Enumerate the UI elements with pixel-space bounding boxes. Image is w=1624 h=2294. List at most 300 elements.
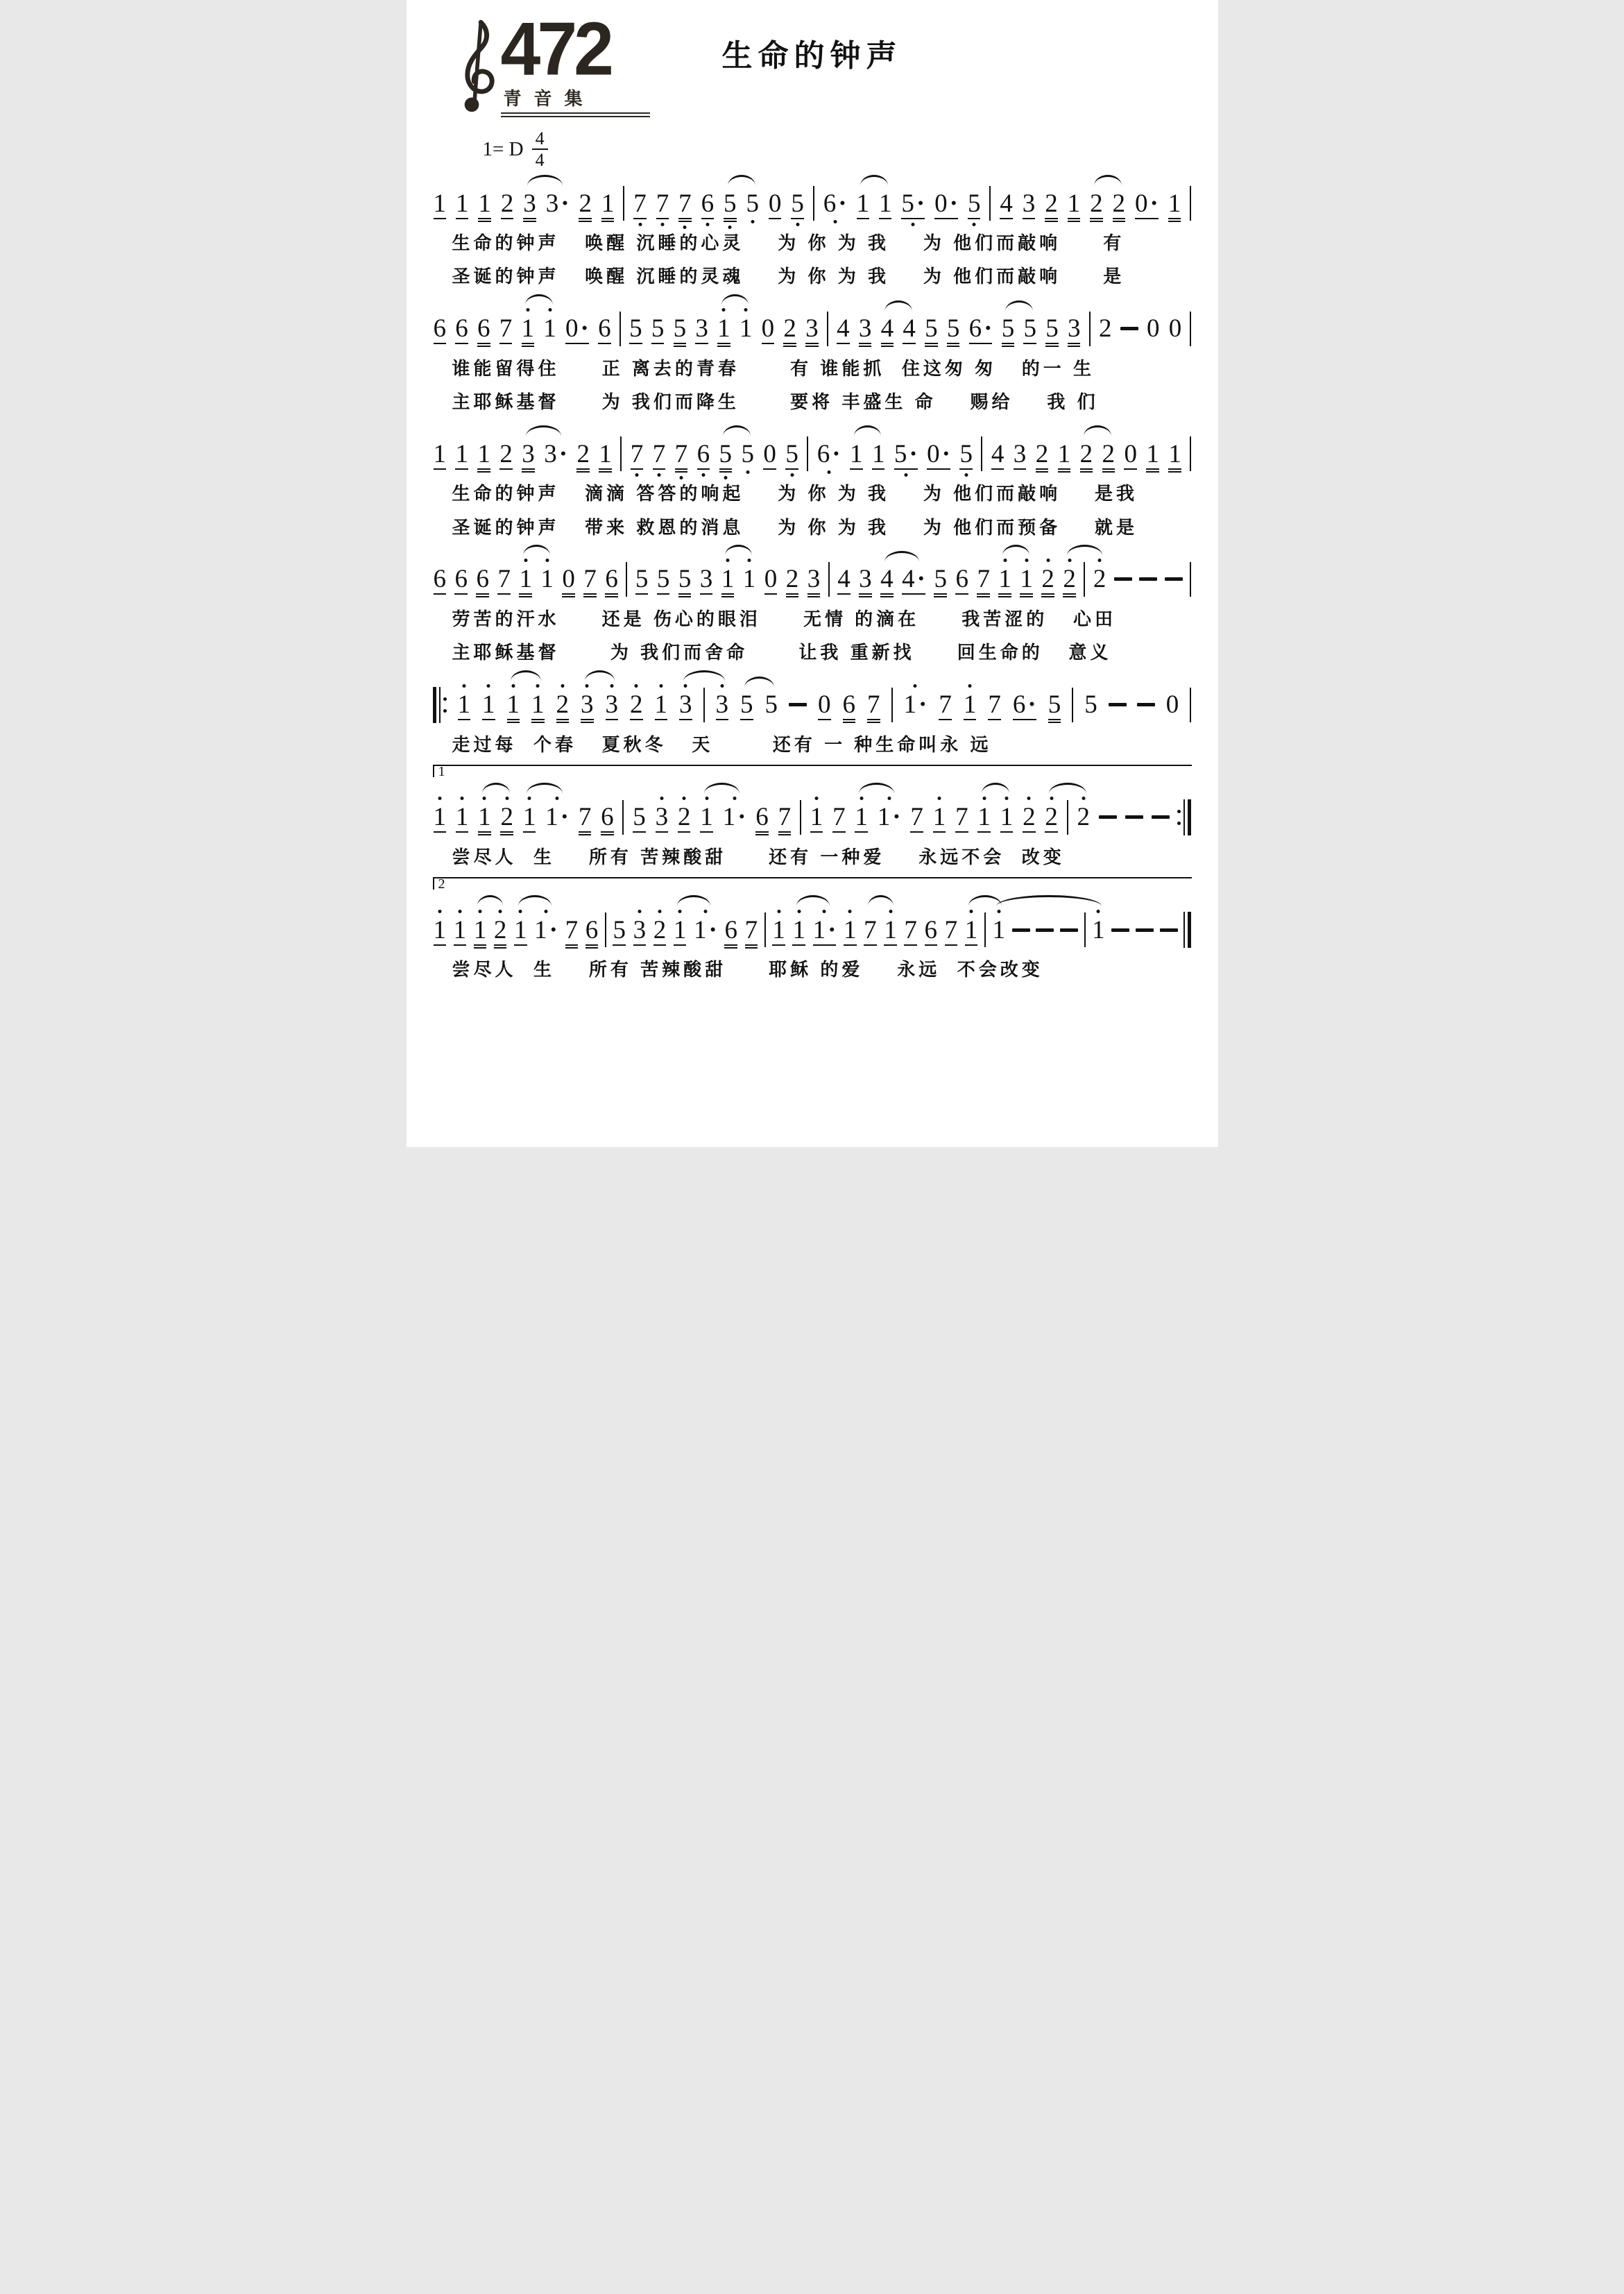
note-digit: 5 [1084, 690, 1097, 719]
note [473, 917, 488, 943]
note [1134, 191, 1159, 216]
header [433, 0, 1192, 171]
note [762, 441, 777, 467]
lyric-line-2: 主耶稣基督 为 我们而降生 要将 丰盛生 命 赐给 我 们 [452, 391, 1099, 412]
note-digit: 3 [633, 915, 647, 944]
note [678, 692, 693, 717]
note [934, 191, 959, 216]
beam-underlines [763, 467, 776, 470]
note-digit: 7 [944, 915, 958, 944]
beam-underlines [859, 592, 872, 597]
barline [807, 436, 808, 471]
beam-underlines [977, 592, 990, 597]
beam-underlines [656, 216, 669, 219]
octave-dot-high [1097, 910, 1100, 913]
octave-dot-high [438, 910, 441, 913]
note-digit: 1 [455, 803, 469, 832]
beam-underlines [902, 592, 925, 595]
note-digit: 3 [858, 314, 872, 343]
note-digit: 7 [497, 565, 511, 594]
key-tonic: 1= D [482, 137, 524, 160]
barline [1190, 436, 1191, 471]
note-digit: 7 [778, 803, 792, 832]
note-digit: 3 [859, 565, 872, 594]
barline [623, 186, 624, 221]
note-digit: 5 [613, 915, 626, 944]
note [694, 316, 709, 341]
beam-underlines [499, 467, 513, 470]
beam-underlines [786, 592, 799, 597]
note [903, 692, 928, 717]
note-digit: 1 [455, 189, 469, 218]
note [655, 804, 669, 830]
note-digit: 1 [478, 189, 491, 218]
beam-underlines [635, 592, 649, 595]
note [1000, 804, 1014, 830]
beam-underlines [745, 943, 758, 949]
beam-underlines [1045, 341, 1059, 347]
beam-underlines [653, 467, 666, 470]
dash-extension [1114, 577, 1132, 581]
note [755, 804, 769, 830]
note [545, 191, 570, 216]
beam-underlines [1023, 216, 1036, 219]
note [909, 804, 924, 830]
note-digit: 3· [545, 189, 570, 218]
beam-underlines [1023, 830, 1036, 833]
beam-underlines [991, 467, 1005, 470]
beam-underlines [606, 717, 619, 720]
beam-underlines [933, 830, 946, 833]
note-digit: 2 [1041, 565, 1054, 594]
beam-underlines [955, 830, 968, 833]
note [817, 441, 841, 467]
beam-underlines [927, 467, 950, 470]
note-digit: 5 [635, 565, 649, 594]
volta-bracket-2 [433, 877, 1192, 890]
note-digit: 7 [565, 915, 579, 944]
song-title: 生命的钟声 [721, 39, 903, 73]
beam-underlines [434, 830, 447, 833]
final-barline [1183, 912, 1191, 948]
octave-dot-high [660, 797, 663, 800]
beam-underlines [934, 592, 947, 597]
note-digit: 1 [850, 439, 863, 468]
note [987, 692, 1002, 717]
beam-underlines [755, 830, 769, 835]
note [1168, 191, 1182, 216]
note-digit: 3 [699, 565, 713, 594]
note [836, 316, 851, 341]
note [521, 316, 536, 341]
note [500, 191, 515, 216]
beam-underlines [494, 943, 507, 949]
note [632, 804, 647, 830]
note-digit: 0 [1146, 314, 1160, 343]
octave-dot-high [561, 684, 564, 688]
music-system-6 [433, 765, 1192, 869]
music-system-4 [433, 561, 1192, 665]
note-digit: 3 [605, 690, 618, 719]
note [651, 316, 665, 341]
beam-underlines [1168, 216, 1181, 222]
note [977, 804, 991, 830]
note-digit: 1 [514, 915, 527, 944]
note-digit: 1 [742, 565, 756, 594]
note [807, 566, 821, 592]
octave-dot-high [1027, 797, 1031, 800]
beam-underlines [901, 216, 925, 219]
note [522, 804, 537, 830]
beam-underlines [455, 341, 468, 344]
beam-underlines [880, 592, 894, 597]
slur-arc [868, 895, 894, 906]
octave-dot-low [706, 223, 709, 226]
note-digit: 1 [433, 803, 446, 832]
dash-extension [1152, 815, 1170, 819]
notes-row [433, 912, 1192, 948]
slur-arc [525, 294, 553, 305]
slur-arc [996, 895, 1102, 906]
note-digit: 7 [977, 565, 990, 594]
note-digit: 2 [677, 803, 691, 832]
slur-arc [1067, 545, 1102, 556]
note [542, 316, 557, 341]
note [1079, 441, 1094, 467]
note-digit: 3 [522, 439, 535, 468]
barline [1072, 688, 1073, 722]
collection-name: 青音集 [503, 87, 595, 109]
note [673, 316, 687, 341]
note [1035, 441, 1050, 467]
note [674, 441, 689, 467]
note [1057, 441, 1072, 467]
slur-arc [1084, 425, 1111, 436]
beam-underlines [1090, 216, 1103, 222]
note-digit: 5 [967, 189, 981, 218]
octave-dot-high [938, 797, 941, 800]
octave-dot-high [997, 910, 1000, 913]
beam-underlines [565, 341, 589, 344]
note-digit: 0 [763, 439, 776, 468]
note [854, 804, 869, 830]
slur-arc [527, 783, 563, 794]
slur-arc [585, 670, 615, 681]
note [722, 804, 747, 830]
barline [764, 912, 766, 947]
barline [1084, 562, 1085, 597]
beam-underlines [772, 943, 785, 946]
dash-extension [1136, 928, 1154, 932]
note [656, 566, 671, 592]
note [477, 316, 491, 341]
octave-dot-low [790, 473, 794, 477]
note-digit: 1 [433, 189, 446, 218]
beam-underlines [925, 341, 938, 347]
note [871, 441, 886, 467]
note-digit: 1 [998, 565, 1011, 594]
beam-underlines [965, 943, 978, 946]
note [1077, 804, 1091, 830]
barline [827, 312, 828, 346]
note-digit: 1 [522, 803, 536, 832]
dash-extension [789, 703, 807, 706]
beam-underlines [1045, 216, 1058, 222]
octave-dot-low [728, 226, 732, 229]
note-digit: 4 [1000, 189, 1013, 218]
beam-underlines [678, 216, 692, 222]
note-digit: 1 [473, 915, 487, 944]
note [433, 316, 447, 341]
octave-dot-high [683, 797, 686, 800]
note-digit: 2 [1045, 803, 1058, 832]
octave-dot-high [659, 684, 663, 688]
note-digit: 2 [556, 690, 569, 719]
note-digit: 6 [601, 803, 614, 832]
note [740, 441, 755, 467]
beam-underlines [701, 216, 715, 219]
dash-extension [1099, 815, 1117, 819]
note-digit: 5 [740, 690, 753, 719]
beam-underlines [884, 943, 897, 946]
note [653, 917, 667, 943]
octave-dot-high [815, 797, 819, 800]
note [742, 566, 757, 592]
note-digit: 3 [1013, 439, 1027, 468]
octave-dot-high [744, 308, 748, 312]
octave-dot-high [545, 559, 549, 562]
note [1012, 692, 1037, 717]
beam-underlines [631, 467, 644, 470]
note-digit: 5 [1045, 314, 1059, 343]
note [901, 566, 926, 592]
note [597, 316, 612, 341]
beam-underlines [721, 592, 735, 597]
beam-underlines [556, 717, 570, 723]
note-digit: 6 [585, 915, 599, 944]
dash-extension [1036, 928, 1054, 932]
note [545, 804, 570, 830]
octave-dot-high [848, 910, 852, 913]
octave-dot-low [904, 473, 907, 477]
beam-underlines [947, 341, 960, 347]
note [1001, 316, 1016, 341]
note [677, 804, 692, 830]
augmentation-dot: · [909, 439, 918, 468]
barline [1190, 688, 1191, 722]
note [946, 316, 961, 341]
beam-underlines [497, 592, 511, 595]
note [454, 566, 468, 592]
note-digit: 1 [531, 690, 545, 719]
note-digit: 5· [901, 189, 925, 218]
note [721, 566, 735, 592]
note-digit: 0 [562, 565, 575, 594]
note [522, 191, 537, 216]
note [715, 692, 730, 717]
note [902, 316, 916, 341]
note-digit: 6 [696, 439, 710, 468]
beam-underlines [653, 943, 667, 946]
slur-arc [704, 783, 740, 794]
note-digit: 2 [1090, 189, 1103, 218]
beam-underlines [1041, 592, 1054, 597]
note-digit: 1 [1067, 189, 1081, 218]
beam-underlines [1002, 341, 1015, 347]
note-digit: 6· [823, 189, 847, 218]
note-digit: 1 [654, 690, 667, 719]
barline [605, 912, 606, 947]
note-digit: 1 [1146, 439, 1159, 468]
note [810, 804, 824, 830]
note [499, 804, 514, 830]
note-digit: 1 [599, 439, 612, 468]
note-digit: 1· [545, 803, 569, 832]
octave-dot-high [703, 910, 707, 913]
note-digit: 3 [655, 803, 669, 832]
note-digit: 0 [818, 690, 831, 719]
note [565, 316, 590, 341]
beam-underlines [434, 216, 447, 219]
beam-underlines [955, 592, 968, 595]
note-digit: 1 [932, 803, 946, 832]
note-digit: 1 [1168, 439, 1181, 468]
note-digit: 1 [772, 915, 785, 944]
beam-underlines [1135, 216, 1159, 219]
beam-underlines [679, 717, 692, 720]
note [924, 316, 939, 341]
note [556, 692, 570, 717]
note [1165, 692, 1180, 717]
octave-dot-low [683, 226, 687, 229]
note [832, 804, 846, 830]
beam-underlines [576, 467, 590, 473]
slur-arc [854, 425, 881, 436]
lyric-line-1: 劳苦的汗水 还是 伤心的眼泪 无情 的滴在 我苦涩的 心田 [452, 608, 1116, 629]
note-digit: 1 [601, 189, 615, 218]
slur-arc [527, 175, 563, 186]
augmentation-dot: · [916, 189, 925, 218]
note [1045, 316, 1059, 341]
beam-underlines [778, 830, 792, 835]
note-digit: 6 [924, 915, 938, 944]
beam-underlines [478, 830, 491, 835]
note-digit: 0 [1165, 690, 1179, 719]
note [880, 566, 894, 592]
note-digit: 2 [1045, 189, 1058, 218]
slur-arc [482, 783, 510, 794]
beam-underlines [700, 592, 713, 595]
note-digit: 2 [499, 439, 513, 468]
note [843, 917, 857, 943]
note-digit: 4· [902, 565, 925, 594]
beam-underlines [1068, 341, 1081, 347]
note-digit: 0· [934, 189, 958, 218]
note-digit: 1 [844, 915, 857, 944]
note-digit: 0 [761, 314, 775, 343]
note-digit: 1 [792, 915, 805, 944]
octave-dot-high [705, 797, 708, 800]
octave-dot-high [487, 684, 490, 688]
octave-dot-high [1082, 797, 1085, 800]
augmentation-dot: · [558, 439, 568, 468]
beam-underlines [586, 943, 599, 949]
note [540, 566, 554, 592]
note-digit: 5 [629, 314, 642, 343]
beam-underlines [939, 717, 952, 720]
note-digit: 1 [521, 314, 534, 343]
note [863, 917, 878, 943]
note-digit: 6 [433, 565, 446, 594]
beam-underlines [613, 943, 626, 946]
octave-dot-low [964, 473, 968, 477]
dash-extension [1125, 815, 1143, 819]
note-digit: 1· [877, 803, 901, 832]
beam-underlines [859, 341, 872, 347]
augmentation-dot: · [1149, 189, 1159, 218]
dash-extension [1165, 577, 1183, 581]
beam-underlines [522, 467, 535, 473]
beam-underlines [601, 830, 614, 835]
note-digit: 6 [477, 314, 490, 343]
collection-underline [501, 116, 650, 117]
note [991, 441, 1005, 467]
lyric-line-1: 生命的钟声 唤醒 沉睡的心灵 为 你 为 我 为 他们而敲响 有 [452, 232, 1125, 253]
slur-arc [859, 783, 894, 794]
beam-underlines [740, 717, 753, 720]
note-digit: 2 [785, 565, 799, 594]
note [1067, 191, 1082, 216]
note-digit: 7 [656, 189, 669, 218]
lyric-line-1: 尝尽人 生 所有 苦辣酸甜 耶稣 的爱 永远 不会改变 [452, 959, 1043, 980]
music-system-7 [433, 877, 1192, 981]
note [932, 804, 947, 830]
note-digit: 5 [946, 314, 960, 343]
beam-underlines [791, 216, 804, 219]
note-digit: 5 [746, 189, 759, 218]
note-digit: 1 [1092, 915, 1105, 944]
note-digit: 2 [1063, 565, 1076, 594]
note [604, 566, 619, 592]
note-digit: 5· [894, 439, 918, 468]
notes-row [433, 436, 1192, 472]
octave-dot-high [519, 910, 522, 913]
note-digit: 6· [1012, 690, 1036, 719]
note [521, 441, 536, 467]
note-digit: 7 [633, 189, 647, 218]
note [724, 917, 738, 943]
note-digit: 5 [633, 803, 646, 832]
note-digit: 3 [679, 690, 692, 719]
note [856, 191, 871, 216]
note-digit: 1 [855, 803, 868, 832]
beam-underlines [813, 943, 837, 946]
note [926, 441, 951, 467]
beam-underlines [507, 717, 520, 723]
note-digit: 0 [1124, 439, 1137, 468]
note-digit: 2 [630, 690, 643, 719]
beam-underlines [904, 943, 917, 946]
beam-underlines [565, 943, 579, 949]
barline [813, 186, 814, 221]
lyric-line-2: 圣诞的钟声 带来 救恩的消息 为 你 为 我 为 他们而预备 就是 [452, 516, 1138, 538]
note [656, 191, 670, 216]
slur-arc [526, 425, 561, 436]
note-digit: 6· [968, 314, 993, 343]
note-digit: 2 [1093, 565, 1106, 594]
beam-underlines [630, 717, 643, 720]
note-digit: 4 [903, 314, 916, 343]
